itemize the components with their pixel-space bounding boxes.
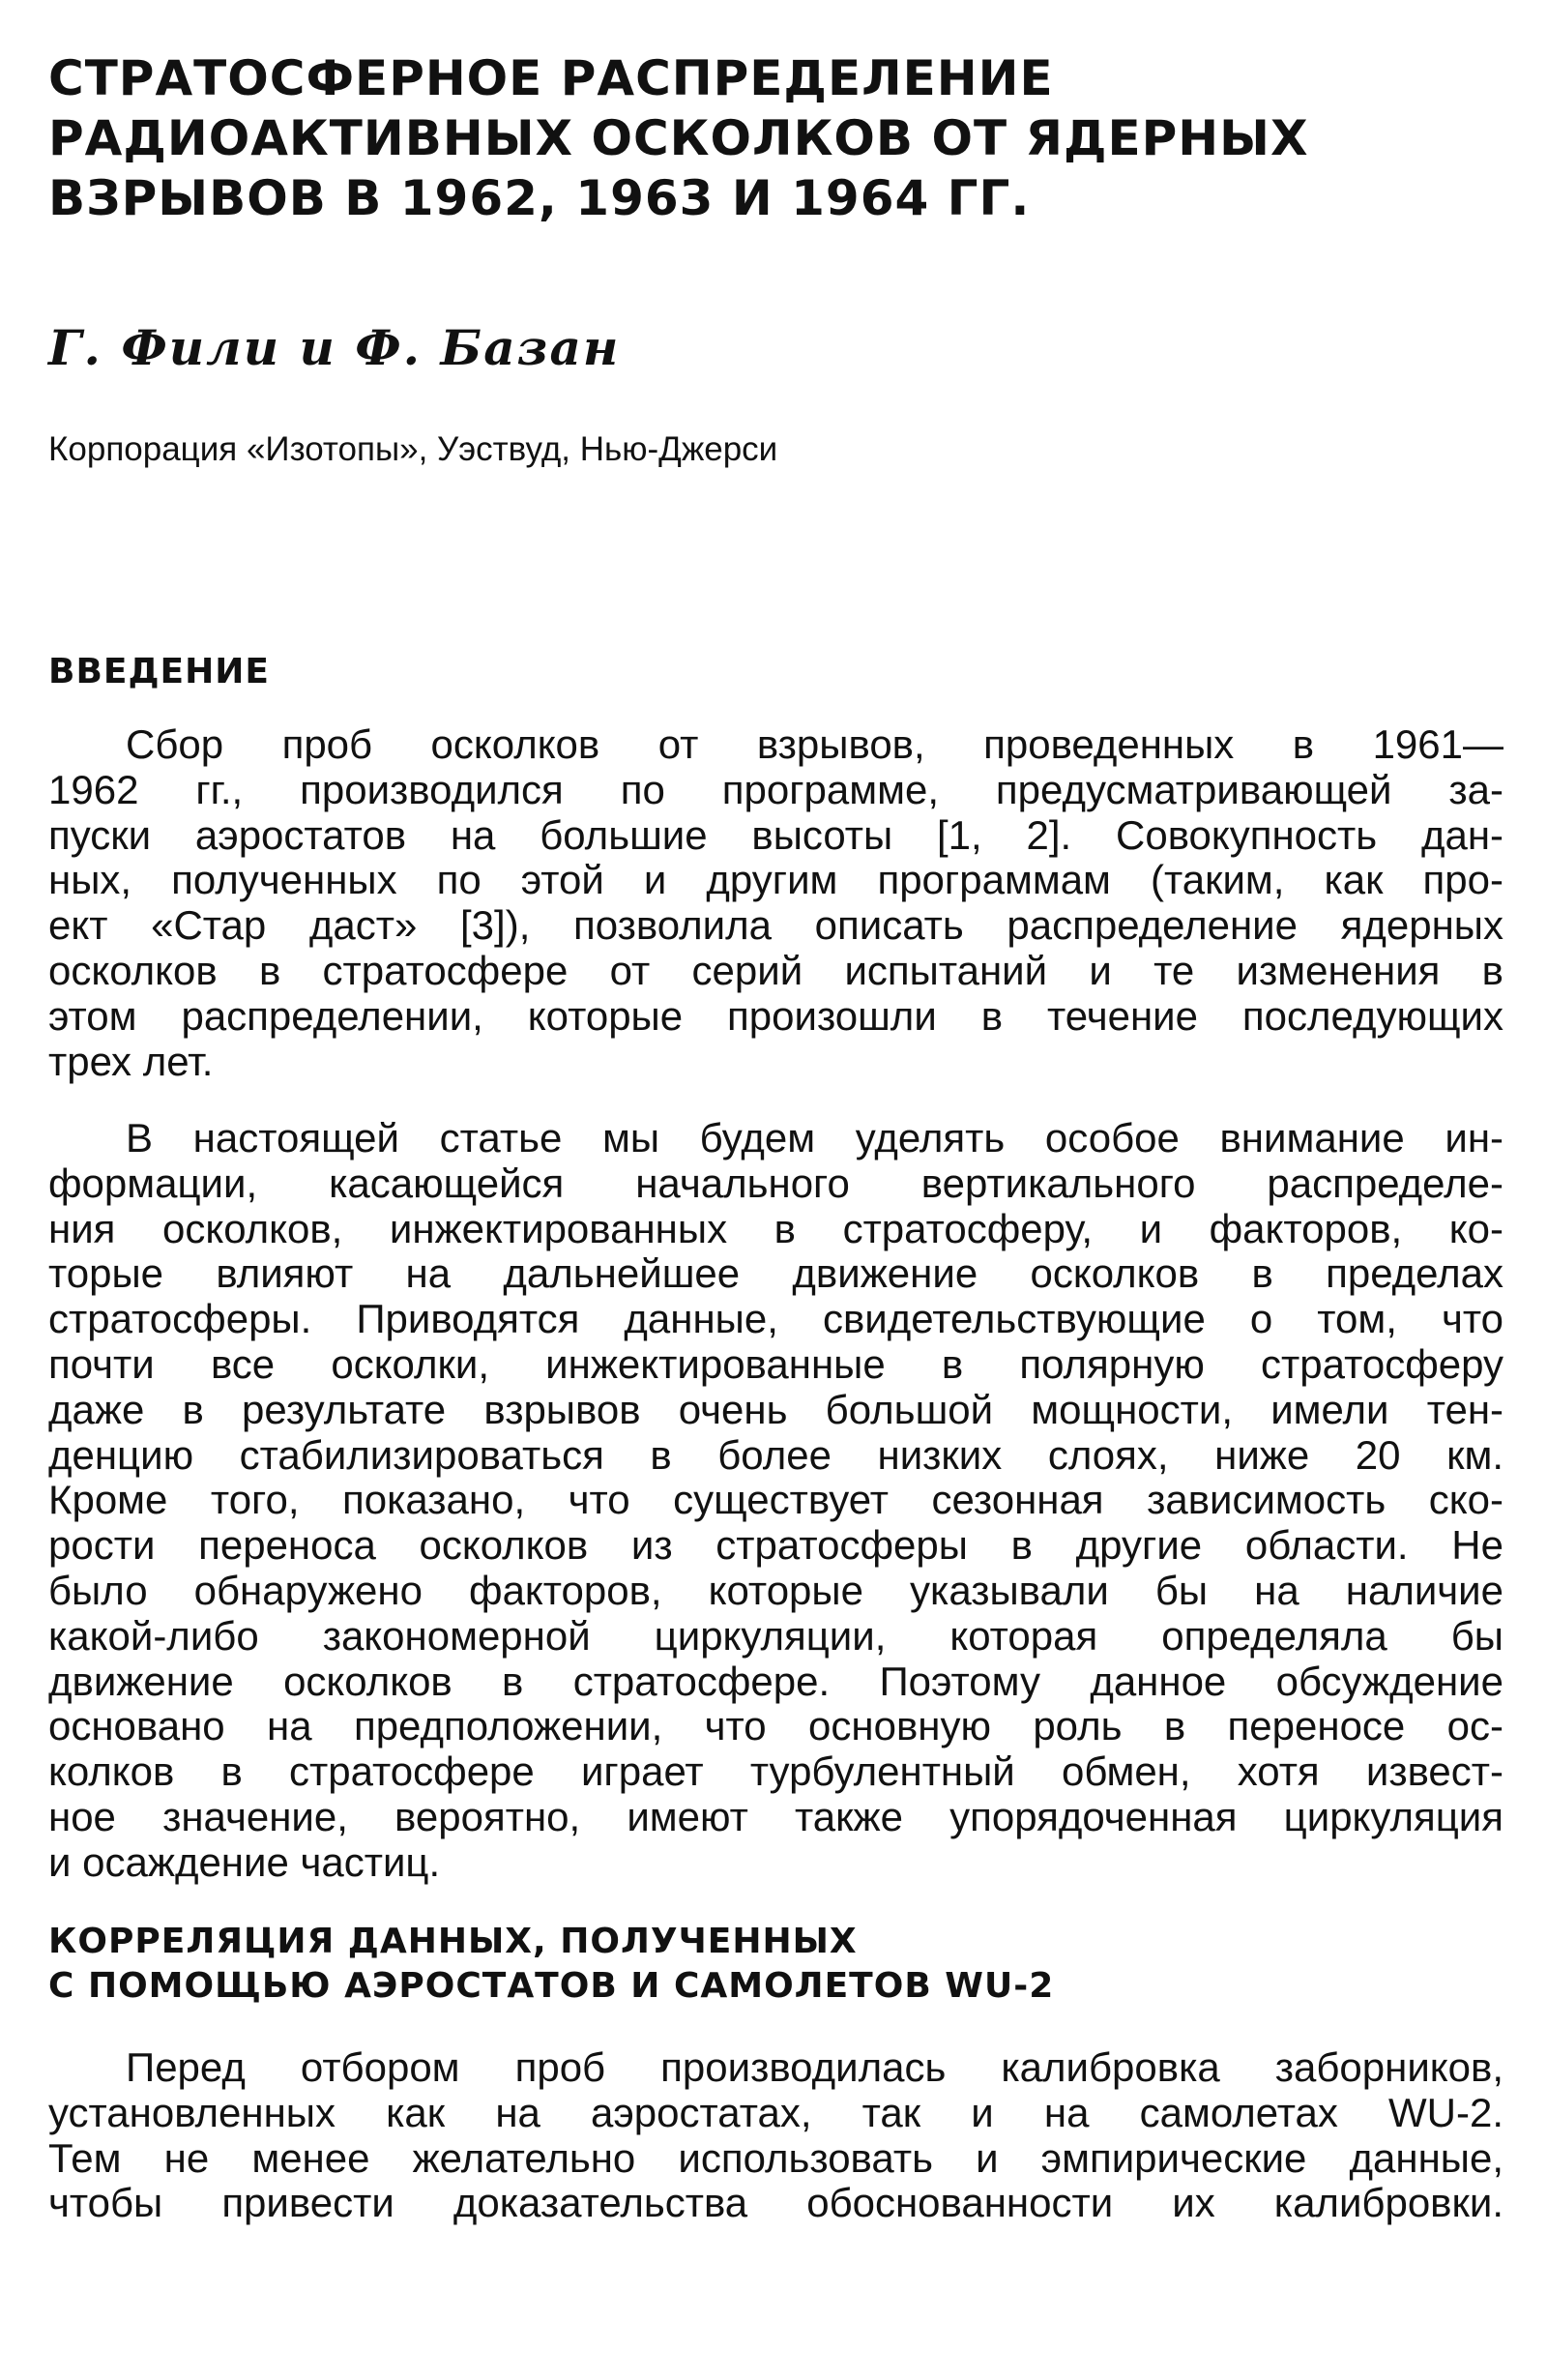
text-line: движение осколков в стратосфере. Поэтому данное обсуждение (48, 1659, 1503, 1704)
heading-line: КОРРЕЛЯЦИЯ ДАННЫХ, ПОЛУЧЕННЫХ (48, 1922, 858, 1961)
text-line: формации, касающейся начального вертикального распределе- (48, 1161, 1503, 1206)
text-line: даже в результате взрывов очень большой мощности, имели тен- (48, 1387, 1503, 1432)
text-line: денцию стабилизироваться в более низких слоях, ниже 20 км. (48, 1432, 1503, 1478)
text-line: стратосферы. Приводятся данные, свидетельствующие о том, что (48, 1297, 1503, 1342)
text-line: торые влияют на дальнейшее движение осколков в пределах (48, 1251, 1503, 1297)
text-line: установленных как на аэростатах, так и на самолетах WU-2. (48, 2090, 1503, 2135)
text-line: колков в стратосфере играет турбулентный обмен, хотя извест- (48, 1749, 1503, 1795)
text-line: какой-либо закономерной циркуляции, которая определяла бы (48, 1613, 1503, 1659)
text-line: осколков в стратосфере от серий испытаний и те изменения в (48, 948, 1503, 993)
text-line: основано на предположении, что основную роль в переносе ос- (48, 1704, 1503, 1749)
text-line: Сбор проб осколков от взрывов, проведенных в 1961— (126, 722, 1503, 767)
text-line: Кроме того, показано, что существует сезонная зависимость ско- (48, 1478, 1503, 1523)
text-line: Тем не менее желательно использовать и эмпирические данные, (48, 2135, 1503, 2181)
text-line: было обнаружено факторов, которые указывали бы на наличие (48, 1568, 1503, 1613)
text-line: Перед отбором проб производилась калибровка заборников, (126, 2045, 1503, 2090)
title-line: ВЗРЫВОВ В 1962, 1963 И 1964 ГГ. (48, 170, 1031, 226)
article-page (48, 0, 1503, 2380)
text-line: этом распределении, которые произошли в течение последующих (48, 993, 1503, 1039)
correlation-paragraph-1 (48, 2045, 1503, 2226)
text-line: пуски аэростатов на большие высоты [1, 2]. Совокупность дан- (48, 812, 1503, 858)
text-line: ное значение, вероятно, имеют также упорядоченная циркуляция (48, 1794, 1503, 1839)
text-line: почти все осколки, инжектированные в полярную стратосферу (48, 1341, 1503, 1387)
title-line: РАДИОАКТИВНЫХ ОСКОЛКОВ ОТ ЯДЕРНЫХ (48, 110, 1309, 166)
intro-paragraph-1 (48, 722, 1503, 1084)
text-line: ных, полученных по этой и другим программам (таким, как про- (48, 858, 1503, 903)
section-heading-correlation (48, 1920, 1054, 2009)
article-authors: Г. Фили и Ф. Базан (48, 319, 621, 376)
text-line: ния осколков, инжектированных в стратосферу, и факторов, ко- (48, 1206, 1503, 1251)
text-line: рости переноса осколков из стратосферы в другие области. Не (48, 1523, 1503, 1569)
text-line: В настоящей статье мы будем уделять особое внимание ин- (126, 1116, 1503, 1161)
intro-paragraph-2 (48, 1116, 1503, 1886)
author-affiliation: Корпорация «Изотопы», Уэствуд, Нью-Джерси (48, 430, 778, 468)
heading-line: ВВЕДЕНИЕ (48, 652, 270, 691)
title-line: СТРАТОСФЕРНОЕ РАСПРЕДЕЛЕНИЕ (48, 50, 1054, 106)
article-title (48, 48, 1309, 228)
text-line: 1962 гг., производился по программе, предусматривающей за- (48, 767, 1503, 812)
text-line: и осаждение частиц. (48, 1839, 441, 1885)
text-line: ект «Стар даст» [3]), позволила описать распределение ядерных (48, 903, 1503, 949)
section-heading-introduction (48, 650, 270, 694)
text-line: трех лет. (48, 1039, 214, 1084)
heading-line: С ПОМОЩЬЮ АЭРОСТАТОВ И САМОЛЕТОВ WU-2 (48, 1966, 1055, 2006)
text-line: чтобы привести доказательства обоснованности их калибровки. (48, 2181, 1503, 2226)
